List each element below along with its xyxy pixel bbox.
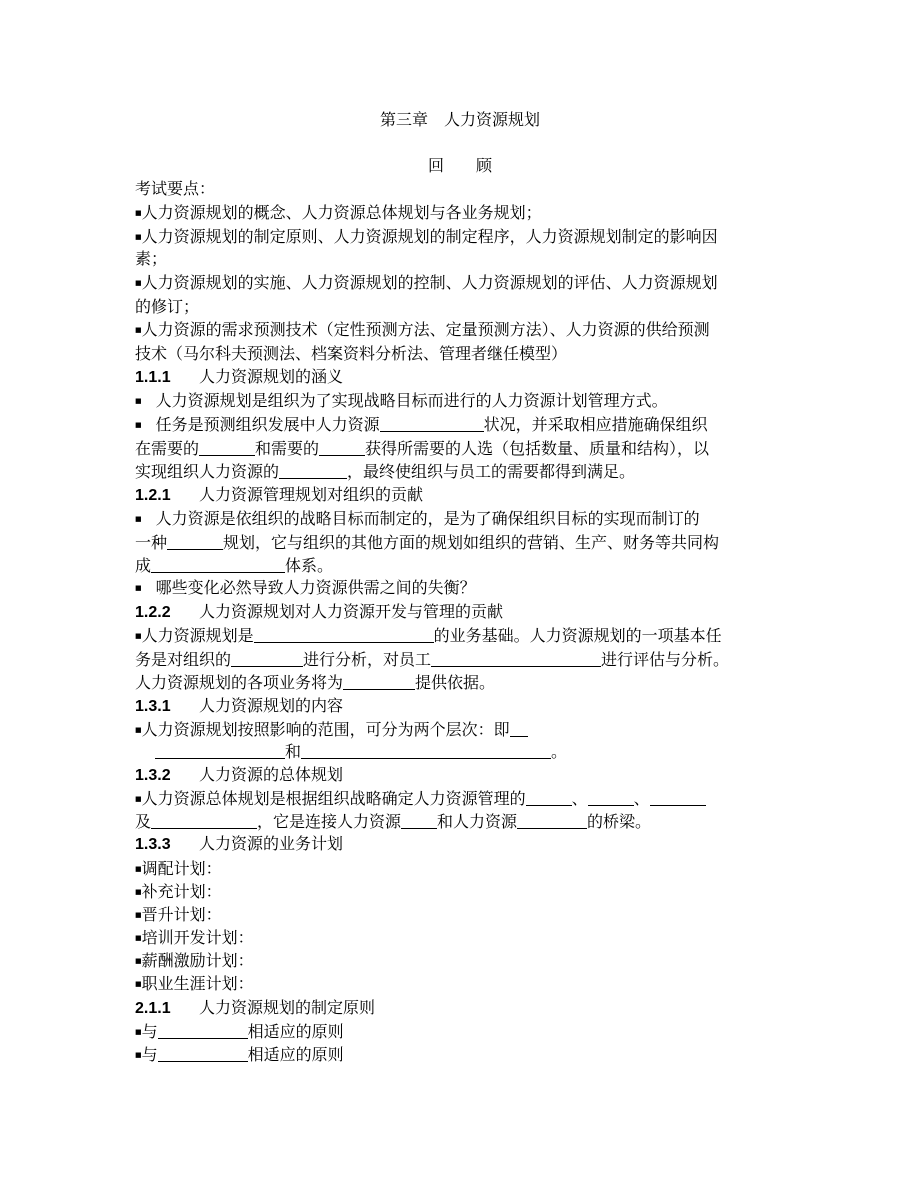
fill-blank[interactable] [526,789,572,806]
bullet-icon: ■ [135,980,142,988]
fill-blank[interactable] [155,742,285,759]
fill-blank[interactable] [380,415,484,432]
section-heading: 1.3.1 人力资源规划的内容 [135,696,344,715]
fill-blank[interactable] [199,439,255,456]
list-item: ■人力资源的需求预测技术（定性预测方法、定量预测方法）、人力资源的供给预测 [135,320,710,339]
text-line: 务是对组织的 进行分析，对员工 进行评估与分析。 [135,650,730,669]
bullet-icon: ■ [135,515,142,523]
fill-blank[interactable] [517,812,587,829]
fill-blank[interactable] [254,626,434,643]
fill-blank[interactable] [319,439,365,456]
exam-points-label: 考试要点： [135,179,216,198]
fill-blank[interactable] [301,742,551,759]
section-heading: 1.2.1 人力资源管理规划对组织的贡献 [135,485,424,504]
review-title: 回 顾 [427,156,492,175]
section-heading: 2.1.1 人力资源规划的制定原则 [135,998,376,1017]
list-item: ■与 相适应的原则 [135,1022,344,1041]
list-item: ■薪酬激励计划： [135,951,254,970]
list-item: ■ 任务是预测组织发展中人力资源 状况，并采取相应措施确保组织 [135,415,708,434]
text-line: 一种 规划，它与组织的其他方面的规划如组织的营销、生产、财务等共同构 [135,533,720,552]
bullet-icon: ■ [135,1051,142,1059]
text-line: 及 ，它是连接人力资源 和人力资源 的桥梁。 [135,812,652,831]
list-item: ■人力资源总体规划是根据组织战略确定人力资源管理的 、 、 [135,787,785,811]
fill-blank[interactable] [158,1045,248,1062]
text-line: 成 体系。 [135,556,334,575]
chapter-title: 第三章 人力资源规划 [379,110,540,129]
list-item: ■人力资源规划的概念、人力资源总体规划与各业务规划； [135,203,542,222]
fill-blank[interactable] [151,812,257,829]
list-item: ■职业生涯计划： [135,974,254,993]
list-item: ■晋升计划： [135,905,222,924]
bullet-icon: ■ [135,911,142,919]
bullet-icon: ■ [135,632,142,640]
list-item: ■人力资源规划的制定原则、人力资源规划的制定程序，人力资源规划制定的影响因 [135,227,718,246]
text-line: 人力资源规划的各项业务将为 提供依据。 [135,673,496,692]
fill-blank[interactable] [510,720,528,737]
bullet-icon: ■ [135,421,142,429]
list-item: ■ 哪些变化必然导致人力资源供需之间的失衡？ [135,578,476,597]
fill-blank[interactable] [158,1022,248,1039]
fill-blank[interactable] [588,789,634,806]
list-item: ■培训开发计划： [135,928,254,947]
bullet-icon: ■ [135,209,142,217]
bullet-icon: ■ [135,726,142,734]
list-item: ■补充计划： [135,882,222,901]
fill-blank[interactable] [231,650,303,667]
bullet-icon: ■ [135,326,142,334]
section-heading: 1.2.2 人力资源规划对人力资源开发与管理的贡献 [135,602,504,621]
bullet-icon: ■ [135,279,142,287]
list-item: ■人力资源规划是 的业务基础。人力资源规划的一项基本任 [135,626,722,645]
list-item: ■ 人力资源是依组织的战略目标而制定的，是为了确保组织目标的实现而制订的 [135,509,700,528]
section-heading: 1.3.3 人力资源的业务计划 [135,834,344,853]
text-line: 在需要的 和需要的 获得所需要的人选（包括数量、质量和结构），以 [135,439,710,458]
list-item-continuation: 的修订； [135,297,200,316]
fill-blank[interactable] [167,533,223,550]
fill-blank[interactable] [279,462,347,479]
list-item: ■ 人力资源规划是组织为了实现战略目标而进行的人力资源计划管理方式。 [135,391,668,410]
fill-blank[interactable] [650,789,706,806]
text-line: 和 。 [135,740,785,764]
section-heading: 1.3.2 人力资源的总体规划 [135,765,344,784]
bullet-icon: ■ [135,1028,142,1036]
list-item-continuation: 素； [135,249,168,268]
list-item: ■与 相适应的原则 [135,1045,344,1064]
section-heading: 1.1.1 人力资源规划的涵义 [135,367,344,386]
fill-blank[interactable] [431,650,601,667]
fill-blank[interactable] [401,812,437,829]
bullet-icon: ■ [135,865,142,873]
bullet-icon: ■ [135,397,142,405]
list-item: ■调配计划： [135,859,222,878]
list-item: ■人力资源规划按照影响的范围，可分为两个层次：即 [135,718,785,742]
bullet-icon: ■ [135,584,142,592]
bullet-icon: ■ [135,795,142,803]
bullet-icon: ■ [135,233,142,241]
fill-blank[interactable] [343,673,415,690]
list-item-continuation: 技术（马尔科夫预测法、档案资料分析法、管理者继任模型） [135,344,568,363]
fill-blank[interactable] [151,556,285,573]
bullet-icon: ■ [135,888,142,896]
bullet-icon: ■ [135,957,142,965]
list-item: ■人力资源规划的实施、人力资源规划的控制、人力资源规划的评估、人力资源规划 [135,273,718,292]
text-line: 实现组织人力资源的 ，最终使组织与员工的需要都得到满足。 [135,462,636,481]
bullet-icon: ■ [135,934,142,942]
